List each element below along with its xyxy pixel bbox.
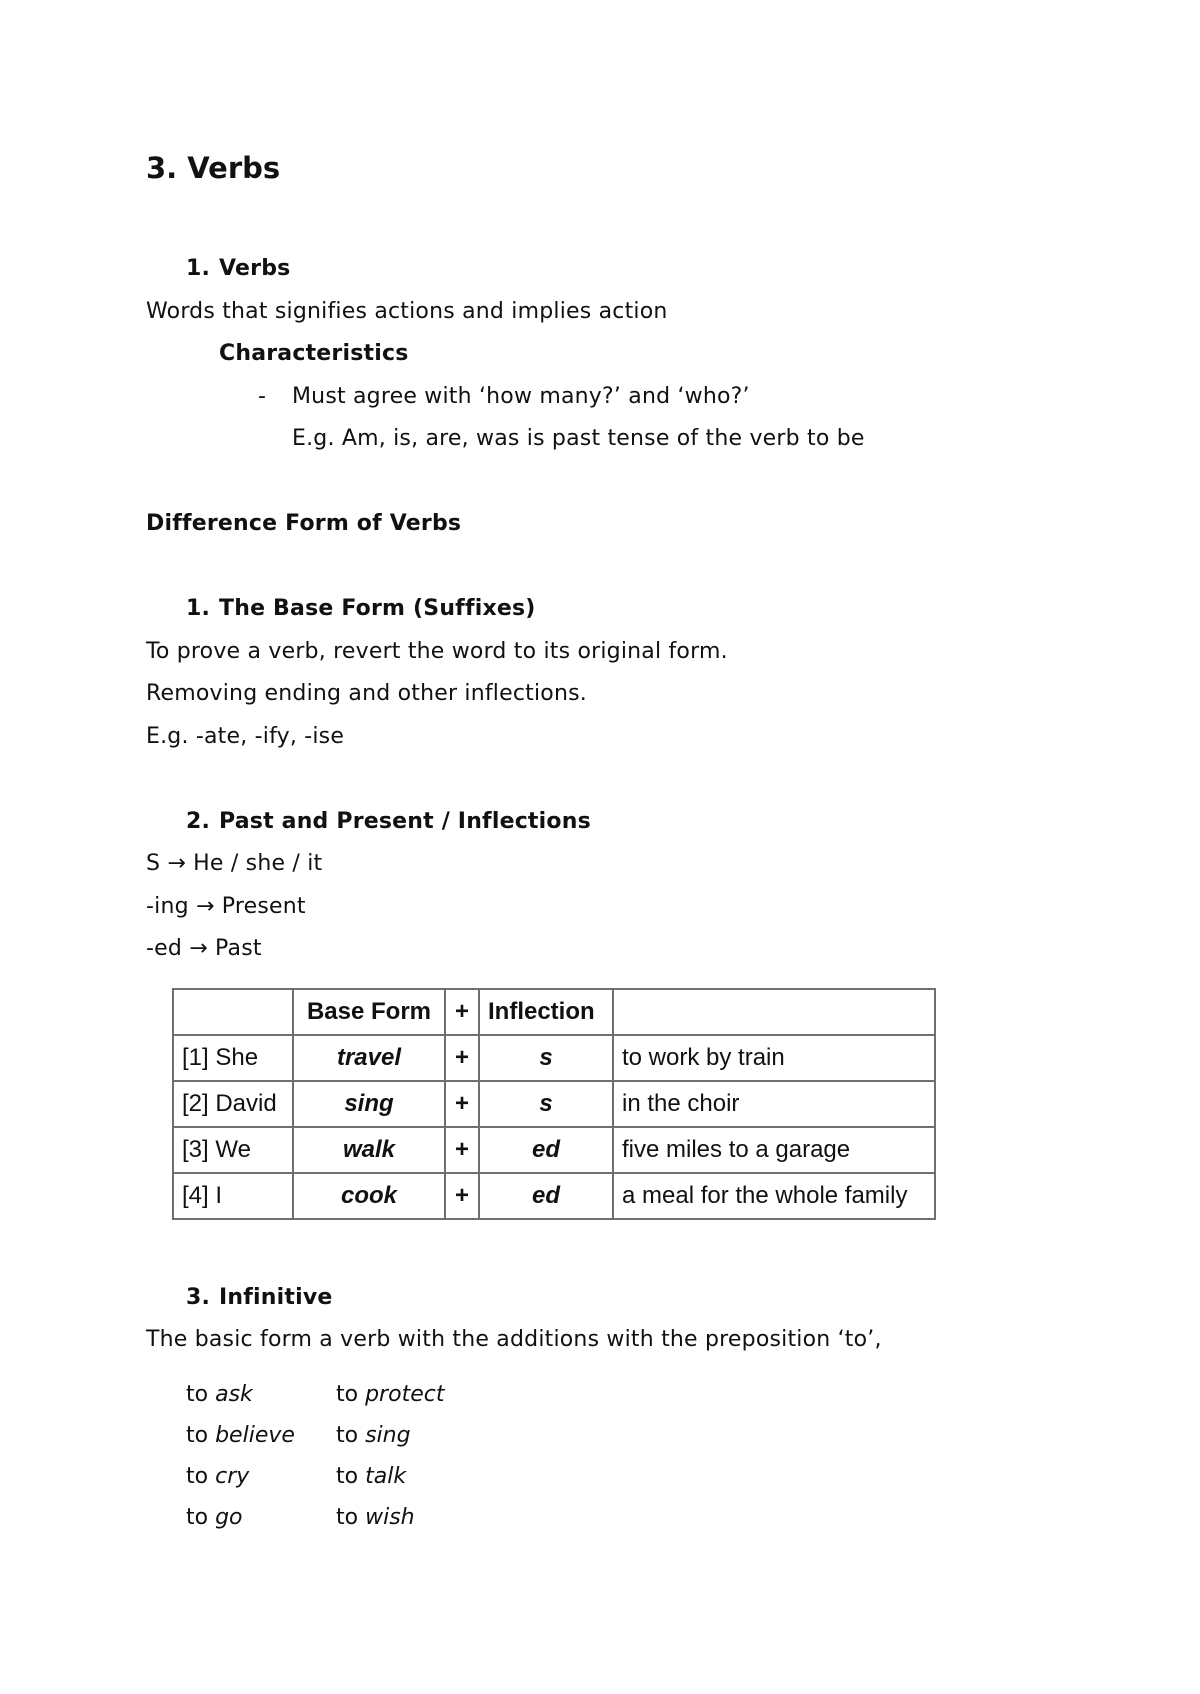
table-cell: + [445, 1081, 479, 1127]
verbs-definition: Words that signifies actions and implies action [146, 299, 668, 324]
bullet-dash: - [258, 384, 267, 409]
table-row [173, 1173, 935, 1219]
inflection-line: -ing → Present [146, 894, 306, 919]
characteristics-label: Characteristics [219, 341, 409, 366]
table-row [173, 1127, 935, 1173]
table-cell: cook [293, 1173, 445, 1219]
page-title: 3. Verbs [146, 151, 281, 185]
table-cell: in the choir [613, 1081, 935, 1127]
infinitive-item [186, 1380, 336, 1410]
table-cell: sing [293, 1081, 445, 1127]
infinitive-verb: sing [365, 1423, 411, 1448]
infinitive-heading: Infinitive [219, 1285, 333, 1310]
infinitive-item [336, 1462, 486, 1492]
to-prefix: to [186, 1382, 209, 1407]
section-verbs-number: 1. [186, 256, 211, 281]
infinitive-verb: protect [365, 1382, 445, 1407]
infinitive-item [186, 1421, 336, 1451]
infinitive-item [186, 1462, 336, 1492]
infinitive-number: 3. [186, 1285, 211, 1310]
difference-heading: Difference Form of Verbs [146, 511, 462, 536]
to-prefix: to [336, 1382, 359, 1407]
table-header-cell: Base Form [293, 989, 445, 1035]
base-form-line: To prove a verb, revert the word to its original form. [146, 639, 728, 664]
inflection-table [172, 988, 936, 1220]
table-cell: a meal for the whole family [613, 1173, 935, 1219]
infinitive-item [336, 1503, 486, 1533]
infinitive-verb: wish [365, 1505, 415, 1530]
table-cell: s [479, 1035, 613, 1081]
table-cell: walk [293, 1127, 445, 1173]
table-cell: + [445, 1035, 479, 1081]
table-row [173, 1081, 935, 1127]
infinitive-definition: The basic form a verb with the additions with the preposition ‘to’, [146, 1327, 882, 1352]
past-present-number: 2. [186, 809, 211, 834]
table-header-cell: + [445, 989, 479, 1035]
table-cell: ed [479, 1127, 613, 1173]
infinitive-verb: believe [215, 1423, 295, 1448]
infinitive-verb: go [215, 1505, 243, 1530]
characteristic-item: Must agree with ‘how many?’ and ‘who?’ [292, 384, 750, 409]
inflection-line: S → He / she / it [146, 851, 323, 876]
base-form-number: 1. [186, 596, 211, 621]
table-cell: five miles to a garage [613, 1127, 935, 1173]
table-header-cell [613, 989, 935, 1035]
table-cell: [4] I [173, 1173, 293, 1219]
table-cell: [1] She [173, 1035, 293, 1081]
base-form-heading: The Base Form (Suffixes) [219, 596, 536, 621]
infinitive-verb: ask [215, 1382, 253, 1407]
to-prefix: to [186, 1505, 209, 1530]
table-cell: + [445, 1127, 479, 1173]
table-header-row [173, 989, 935, 1035]
to-prefix: to [336, 1423, 359, 1448]
infinitive-verb: talk [365, 1464, 407, 1489]
infinitive-list [186, 1380, 486, 1533]
table-cell: ed [479, 1173, 613, 1219]
inflection-line: -ed → Past [146, 936, 262, 961]
table-cell: [2] David [173, 1081, 293, 1127]
table-cell: s [479, 1081, 613, 1127]
table-cell: to work by train [613, 1035, 935, 1081]
infinitive-verb: cry [215, 1464, 250, 1489]
to-prefix: to [186, 1423, 209, 1448]
infinitive-item [186, 1503, 336, 1533]
infinitive-item [336, 1380, 486, 1410]
table-header-cell [173, 989, 293, 1035]
infinitive-item [336, 1421, 486, 1451]
base-form-line: E.g. -ate, -ify, -ise [146, 724, 345, 749]
to-prefix: to [336, 1464, 359, 1489]
table-cell: [3] We [173, 1127, 293, 1173]
table-cell: travel [293, 1035, 445, 1081]
table-cell: + [445, 1173, 479, 1219]
base-form-line: Removing ending and other inflections. [146, 681, 587, 706]
to-prefix: to [186, 1464, 209, 1489]
to-prefix: to [336, 1505, 359, 1530]
section-verbs-heading: Verbs [219, 256, 291, 281]
characteristic-example: E.g. Am, is, are, was is past tense of the verb to be [292, 426, 865, 451]
table-row [173, 1035, 935, 1081]
table-header-cell: Inflection [479, 989, 613, 1035]
past-present-heading: Past and Present / Inflections [219, 809, 591, 834]
